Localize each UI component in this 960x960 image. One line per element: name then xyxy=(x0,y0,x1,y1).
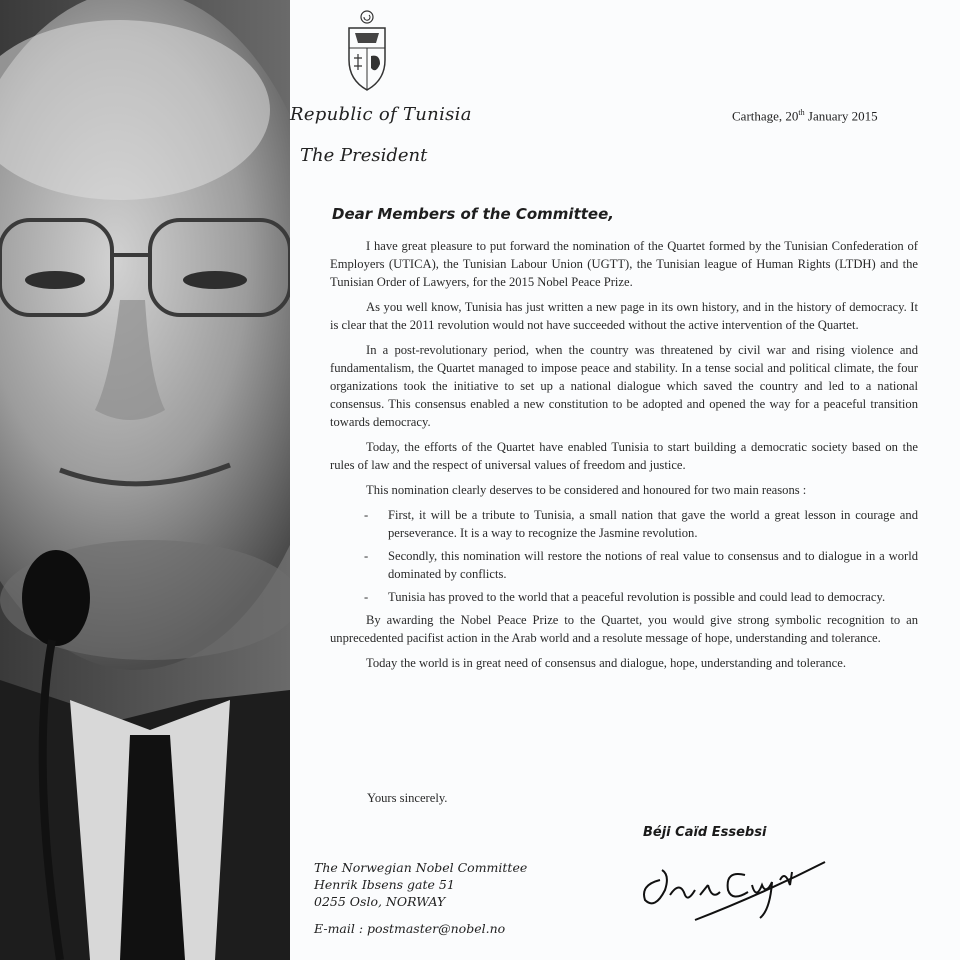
paragraph: Today, the efforts of the Quartet have enabled Tunisia to start building a democratic society based on the rules of law and the respect of universal values of freedom and justice. xyxy=(330,440,918,472)
paragraph: I have great pleasure to put forward the nomination of the Quartet formed by the Tunisian Confederation of Employers (UTICA), the Tunisian Labour Union (UGTT), the Tunisian league of Human Rights (LTDH) and the Tunisian Order of Lawyers, for the 2015 Nobel Peace Prize. xyxy=(330,239,918,289)
address-line: 0255 Oslo, NORWAY xyxy=(314,894,446,909)
handwritten-signature xyxy=(620,840,830,925)
tunisia-coat-of-arms-emblem xyxy=(342,8,392,98)
president-photo xyxy=(0,0,290,960)
list-item: - Secondly, this nomination will restore the notions of real value to consensus and to dialogue in a world dominated by conflicts. xyxy=(364,549,918,581)
paragraph: In a post-revolutionary period, when the country was threatened by civil war and rising violence and fundamentalism, the Quartet managed to impose peace and stability. In a tense social and political climate, the four organizations took the initiative to set up a national dialogue which saved the country and led to a national consensus. This consensus enabled a new constitution to be adopted and opened the way for a peaceful transition towards democracy. xyxy=(330,343,918,429)
address-line: The Norwegian Nobel Committee xyxy=(314,860,528,875)
closing-line: Yours sincerely. xyxy=(367,791,448,805)
list-item: - First, it will be a tribute to Tunisia, a small nation that gave the world a great lesson in courage and perseverance. It is a way to recognize the Jasmine revolution. xyxy=(364,508,918,540)
bullet-dash: - xyxy=(364,590,369,604)
recipient-address xyxy=(314,859,527,910)
recipient-email: E-mail : postmaster@nobel.no xyxy=(314,921,506,936)
paragraph: By awarding the Nobel Peace Prize to the Quartet, you would give strong symbolic recognition to an unprecedented pacifist action in the Arab world and a resolute message of hope, understanding and tolerance. xyxy=(330,613,918,645)
letter-body xyxy=(330,237,918,679)
letterhead-republic: Republic of Tunisia xyxy=(290,104,472,125)
bullet-dash: - xyxy=(364,508,369,522)
address-line: Henrik Ibsens gate 51 xyxy=(314,877,455,892)
letterhead-president: The President xyxy=(300,145,428,166)
signer-name: Béji Caïd Essebsi xyxy=(643,825,767,840)
portrait-illustration xyxy=(0,0,290,960)
letter-date: Carthage, 20th January 2015 xyxy=(732,108,878,124)
salutation: Dear Members of the Committee, xyxy=(332,205,614,223)
bullet-dash: - xyxy=(364,549,369,563)
paragraph: As you well know, Tunisia has just written a new page in its own history, and in the history of democracy. It is clear that the 2011 revolution would not have succeeded without the active intervention of the Quartet. xyxy=(330,300,918,332)
reasons-list xyxy=(330,506,918,606)
list-item: - Tunisia has proved to the world that a peaceful revolution is possible and could lead to democracy. xyxy=(364,590,886,604)
paragraph: Today the world is in great need of consensus and dialogue, hope, understanding and tolerance. xyxy=(366,656,846,670)
paragraph: This nomination clearly deserves to be considered and honoured for two main reasons : xyxy=(366,483,807,497)
